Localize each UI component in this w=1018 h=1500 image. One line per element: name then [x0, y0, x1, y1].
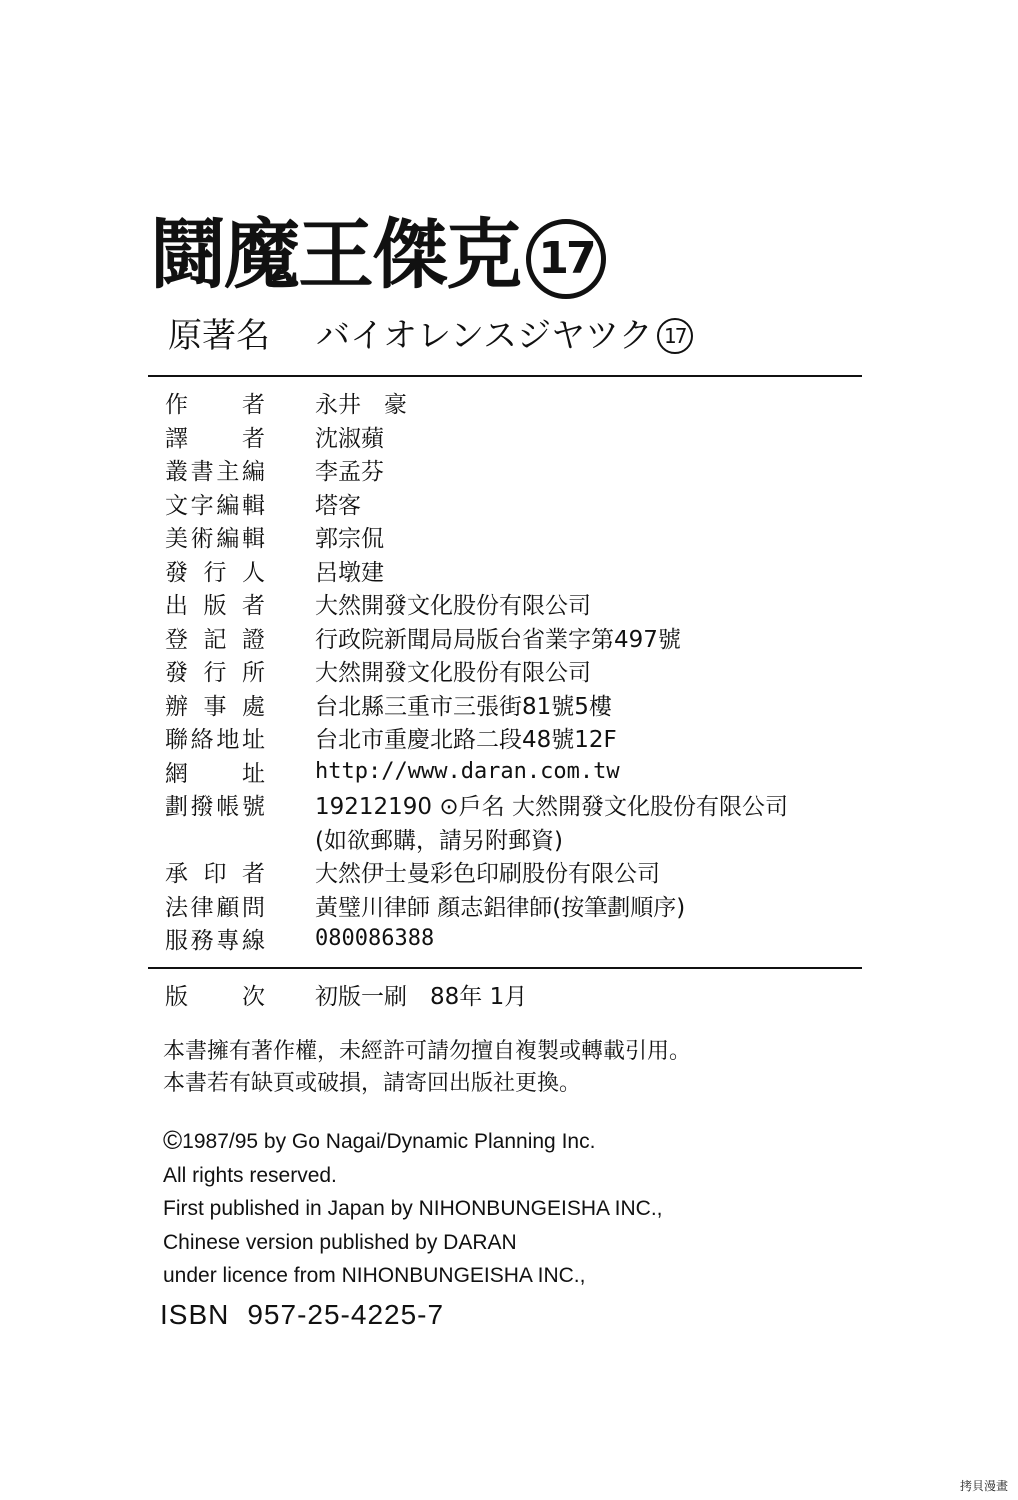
credit-row: [165, 721, 855, 755]
credit-label-char: 主: [216, 459, 240, 486]
credit-label-char: 辦: [165, 693, 188, 720]
credit-label: [165, 688, 265, 721]
credit-label: [165, 755, 265, 788]
credit-label: [165, 420, 265, 453]
isbn: [160, 1296, 444, 1334]
credit-value: 塔客: [315, 492, 361, 519]
credit-label-char: 登: [165, 626, 188, 653]
credit-value: 永井 豪: [315, 392, 407, 419]
credit-row: [165, 755, 855, 789]
book-title-text: 鬪魔王傑克: [150, 210, 520, 299]
credit-label: [165, 621, 265, 654]
credit-row: [165, 855, 855, 889]
watermark: 拷貝漫畫: [959, 1479, 1008, 1493]
credit-value: 大然伊士曼彩色印刷股份有限公司: [315, 861, 660, 888]
credit-label: [165, 855, 265, 888]
credit-label-char: 書: [190, 459, 214, 486]
credits-table: [165, 386, 855, 956]
credit-label-char: 處: [242, 693, 265, 720]
credit-label-char: 編: [216, 526, 240, 553]
credit-value: 李孟芬: [315, 459, 384, 486]
credit-label-char: 網: [165, 760, 188, 787]
credit-value: http://www.daran.com.tw: [315, 758, 620, 784]
credit-label-char: 文: [165, 492, 188, 519]
credit-row: [165, 587, 855, 621]
copyright-text: 1987/95 by Go Nagai/Dynamic Planning Inc.: [182, 1130, 596, 1153]
edition-label-char: 次: [242, 984, 265, 1010]
credit-value: 19212190 ⊙戶名 大然開發文化股份有限公司: [315, 794, 788, 821]
licence-line: under licence from NIHONBUNGEISHA INC.,: [163, 1264, 586, 1287]
credit-label-char: 版: [203, 593, 227, 620]
credit-row: [165, 788, 855, 822]
credit-label: [165, 386, 265, 419]
credit-label-char: 撥: [190, 794, 214, 821]
credit-label: [165, 487, 265, 520]
credit-row: [165, 386, 855, 420]
credit-label-char: 譯: [165, 425, 188, 452]
credit-label: [165, 889, 265, 922]
credit-label-char: 編: [241, 459, 265, 486]
credit-label-char: 發: [165, 660, 188, 687]
credit-value: 大然開發文化股份有限公司: [315, 593, 591, 620]
credit-row: [165, 922, 855, 956]
credit-label-char: 發: [165, 559, 188, 586]
volume-number-badge: 17: [526, 219, 606, 299]
credit-row: [165, 420, 855, 454]
credit-label-char: 專: [216, 928, 240, 955]
credit-value: (如欲郵購，請另附郵資): [315, 827, 563, 854]
credit-row: [165, 487, 855, 521]
credit-label-char: 字: [190, 492, 214, 519]
copyright-notice: [163, 1036, 691, 1100]
original-title-text: バイオレンスジヤツク: [316, 316, 653, 356]
credit-label: [165, 587, 265, 620]
credit-value: 黃璧川律師 顏志鋁律師(按筆劃順序): [315, 894, 686, 921]
chinese-version-line: Chinese version published by DARAN: [163, 1230, 517, 1254]
credit-row: [165, 822, 855, 856]
credit-label-char: 帳: [216, 794, 240, 821]
credit-row: [165, 654, 855, 688]
credit-label: [165, 520, 265, 553]
credit-label-char: 編: [216, 492, 240, 519]
credit-label-char: 線: [241, 928, 265, 955]
credit-value: 行政院新聞局局版台省業字第497號: [315, 626, 681, 653]
original-title: [168, 312, 693, 360]
credit-label-char: 地: [216, 727, 240, 754]
credit-label-char: 法: [165, 894, 188, 921]
credit-label-char: 輯: [241, 526, 265, 553]
credit-label-char: 美: [165, 526, 188, 553]
original-volume-badge: 17: [657, 318, 693, 354]
credit-value: 郭宗侃: [315, 526, 384, 553]
credit-label-char: 者: [242, 425, 265, 452]
credit-label-char: 證: [242, 626, 265, 653]
credit-label-char: 問: [241, 894, 265, 921]
first-published-line: First published in Japan by NIHONBUNGEISHA INC.,: [163, 1197, 663, 1220]
credit-label-char: 者: [242, 861, 265, 888]
credit-value: 大然開發文化股份有限公司: [315, 660, 591, 687]
english-copyright: [163, 1124, 663, 1293]
credit-label-char: 所: [242, 660, 265, 687]
credit-label: [165, 654, 265, 687]
credit-value: 080086388: [315, 926, 435, 952]
credit-value: 台北市重慶北路二段48號12F: [315, 727, 617, 754]
edition-label: [165, 978, 265, 1011]
credit-label-char: 事: [203, 693, 227, 720]
edition-label-char: 版: [165, 984, 188, 1010]
credit-row: [165, 688, 855, 722]
credit-value: 沈淑蘋: [315, 425, 384, 452]
credit-label-char: 叢: [165, 459, 188, 486]
rights-line: All rights reserved.: [163, 1163, 337, 1187]
credit-label-char: 者: [242, 392, 265, 419]
credit-label-char: 出: [165, 593, 188, 620]
credit-label-char: 聯: [165, 727, 188, 754]
credit-label-char: 絡: [190, 727, 214, 754]
credit-label: [165, 788, 265, 821]
credit-label-char: 人: [242, 559, 265, 586]
credit-label: [165, 721, 265, 754]
credit-row: [165, 554, 855, 588]
credit-label: [165, 453, 265, 486]
credit-label-char: 者: [242, 593, 265, 620]
credit-row: [165, 889, 855, 923]
original-title-label: 原著名: [168, 316, 270, 356]
notice-line-1: 本書擁有著作權，未經許可請勿擅自複製或轉載引用。: [163, 1039, 692, 1064]
isbn-label: ISBN: [160, 1299, 230, 1330]
credit-label-char: 址: [242, 760, 265, 787]
credit-row: [165, 520, 855, 554]
copyright-symbol: ©: [163, 1125, 183, 1155]
credit-label-char: 服: [165, 928, 188, 955]
divider-top: [148, 375, 862, 377]
credit-label-char: 承: [165, 861, 188, 888]
credit-label-char: 律: [190, 894, 214, 921]
credit-value: 呂墩建: [315, 559, 384, 586]
credit-label-char: 記: [203, 626, 227, 653]
copyright-line: [163, 1124, 663, 1159]
credit-label: [165, 922, 265, 955]
book-title: [150, 205, 606, 305]
edition-row: [165, 978, 855, 1012]
credit-label-char: 號: [241, 794, 265, 821]
notice-line-2: 本書若有缺頁或破損，請寄回出版社更換。: [163, 1071, 582, 1096]
credit-label-char: 址: [241, 727, 265, 754]
credit-label-char: 術: [190, 526, 214, 553]
credit-label-char: 務: [190, 928, 214, 955]
credit-label-char: 顧: [216, 894, 240, 921]
credit-label-char: 輯: [241, 492, 265, 519]
credit-row: [165, 621, 855, 655]
credit-label-char: 作: [165, 392, 188, 419]
credit-label-char: 行: [203, 660, 227, 687]
credit-label-char: 劃: [165, 794, 188, 821]
divider-bottom: [148, 967, 862, 969]
credit-value: 台北縣三重市三張街81號5樓: [315, 693, 612, 720]
credit-label-char: 印: [203, 861, 227, 888]
credit-row: [165, 453, 855, 487]
edition-value: 初版一刷 88年 1月: [315, 984, 528, 1010]
credit-label-char: 行: [203, 559, 227, 586]
credit-label: [165, 554, 265, 587]
isbn-number: 957-25-4225-7: [247, 1299, 445, 1330]
